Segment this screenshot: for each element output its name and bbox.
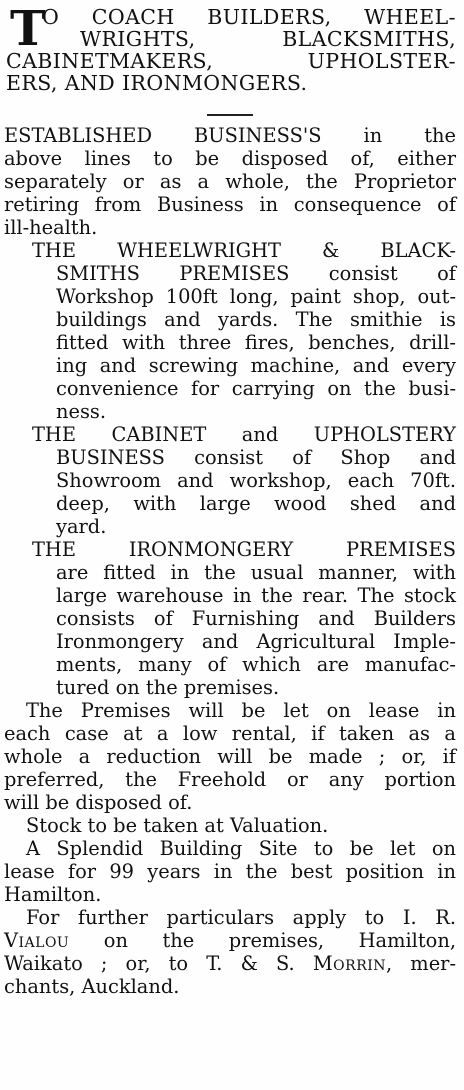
ironmongery-line: ments, many of which are manufac- [56,653,456,676]
wheelwright-line: buildings and yards. The smithie is [56,308,456,331]
cabinet-line: BUSINESS consist of Shop and [56,446,456,469]
ironmongery-line: consists of Furnishing and Builders [56,607,456,630]
wheelwright-paragraph [4,239,456,423]
wheelwright-line: Workshop 100ft long, paint shop, out- [56,285,456,308]
contact-agents-suffix: , mer- [386,952,456,975]
lease-line: will be disposed of. [4,791,193,814]
ironmongery-line: tured on the premises. [56,676,280,699]
wheelwright-line: ness. [56,400,107,423]
heading-line-3: CABINETMAKERS, UPHOLSTER- [6,49,456,73]
wheelwright-line: fitted with three fires, benches, drill- [56,331,456,354]
lease-line: whole a reduction will be made ; or, if [4,745,456,768]
cabinet-paragraph [4,423,456,538]
cabinet-line: deep, with large wood shed and [56,492,456,515]
site-line: Hamilton. [4,883,102,906]
intro-line: ESTABLISHED BUSINESS'S in the [4,124,456,147]
contact-location: on the premises, Hamilton, [103,929,456,952]
contact-line: For further particulars apply to I. R. [26,906,456,929]
intro-paragraph [4,124,456,239]
drop-cap: T [10,1,47,57]
ironmongery-line: large warehouse in the rear. The stock [56,584,456,607]
lease-line: The Premises will be let on lease in [26,699,456,722]
divider-rule [207,114,253,116]
lease-line: each case at a low rental, if taken as a [4,722,456,745]
intro-line: retiring from Business in consequence of [4,193,456,216]
stock-paragraph [4,814,456,837]
cabinet-line: Showroom and workshop, each 70ft. [56,469,456,492]
wheelwright-line: ing and screwing machine, and every [56,354,456,377]
cabinet-line: yard. [56,515,107,538]
advert-heading [4,1,456,95]
ironmongery-line: THE IRONMONGERY PREMISES [32,538,456,561]
cabinet-line: THE CABINET and UPHOLSTERY [32,423,456,446]
intro-line: separately or as a whole, the Proprietor [4,170,456,193]
intro-line: above lines to be disposed of, either [4,147,456,170]
contact-agents-intro: Waikato ; or, to T. & S. [4,952,295,975]
advertisement [4,1,456,998]
wheelwright-line: SMITHS PREMISES consist of [56,262,456,285]
advert-body [4,124,456,998]
site-paragraph [4,837,456,906]
site-line: lease for 99 years in the best position in [4,860,456,883]
lease-line: preferred, the Freehold or any portion [4,768,456,791]
intro-line: ill-health. [4,216,98,239]
ironmongery-line: are fitted in the usual manner, with [56,561,456,584]
ironmongery-paragraph [4,538,456,699]
heading-line-1: O COACH BUILDERS, WHEEL- [42,5,456,29]
contact-line-2 [4,929,456,952]
wheelwright-line: convenience for carrying on the busi- [56,377,456,400]
proprietor-name: Vialou [4,929,70,952]
contact-paragraph [4,906,456,998]
lease-paragraph [4,699,456,814]
site-line: A Splendid Building Site to be let on [26,837,456,860]
contact-line: chants, Auckland. [4,975,180,998]
contact-line-3 [4,952,456,975]
stock-line: Stock to be taken at Valuation. [26,814,329,837]
heading-line-2: WRIGHTS, BLACKSMITHS, [80,27,456,51]
heading-line-4: ERS, AND IRONMONGERS. [6,71,308,95]
wheelwright-line: THE WHEELWRIGHT & BLACK- [32,239,456,262]
agent-name: Morrin [312,952,387,975]
ironmongery-line: Ironmongery and Agricultural Imple- [56,630,456,653]
